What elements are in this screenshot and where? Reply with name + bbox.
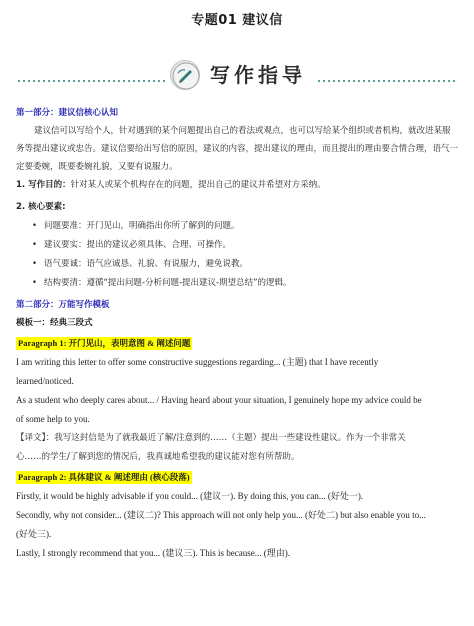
rule-dot — [403, 80, 405, 82]
rule-dot — [58, 80, 60, 82]
rule-dot — [23, 80, 25, 82]
p1-line: of some help to you. — [16, 414, 90, 424]
rule-dot — [88, 80, 90, 82]
rule-dot — [318, 80, 320, 82]
rule-dot — [323, 80, 325, 82]
main-content — [16, 104, 458, 563]
rule-dot — [28, 80, 30, 82]
rule-dot — [148, 80, 150, 82]
paragraph1-tag: Paragraph 1: 开门见山，表明意图 & 阐述问题 — [18, 337, 191, 348]
rule-dot — [388, 80, 390, 82]
rule-dot — [398, 80, 400, 82]
core-label: 2. 核心要素: — [16, 202, 66, 212]
rule-dot — [443, 80, 445, 82]
core-label-line — [16, 198, 458, 217]
rule-dot — [93, 80, 95, 82]
rule-dot — [378, 80, 380, 82]
banner-title: 写作指导 — [210, 63, 306, 87]
rule-dot — [43, 80, 45, 82]
rule-dot — [108, 80, 110, 82]
rule-dot — [428, 80, 430, 82]
rule-dot — [163, 80, 165, 82]
dotted-rule-left — [18, 80, 166, 82]
p1-line: As a student who deeply cares about... / Having heard about your situation, I genuinely hope my advice could be — [16, 395, 422, 405]
rule-dot — [83, 80, 85, 82]
page-title: 专题01 建议信 — [191, 13, 283, 28]
rule-dot — [53, 80, 55, 82]
rule-dot — [333, 80, 335, 82]
section-banner — [18, 52, 456, 98]
rule-dot — [348, 80, 350, 82]
rule-dot — [128, 80, 130, 82]
rule-dot — [363, 80, 365, 82]
rule-dot — [143, 80, 145, 82]
rule-dot — [103, 80, 105, 82]
p2-line: Lastly, I strongly recommend that you... (建议三). This is because... (理由). — [16, 548, 290, 558]
rule-dot — [98, 80, 100, 82]
rule-dot — [408, 80, 410, 82]
translation-line: 心……的学生/了解到您的情况后，我真诚地希望我的建议能对您有所帮助。 — [16, 452, 300, 462]
rule-dot — [133, 80, 135, 82]
p2-line: Firstly, it would be highly advisable if you could... (建议一). By doing this, you can... (好处一). — [16, 491, 364, 501]
rule-dot — [113, 80, 115, 82]
core-elements-list — [16, 217, 458, 293]
rule-dot — [158, 80, 160, 82]
rule-dot — [38, 80, 40, 82]
rule-dot — [418, 80, 420, 82]
rule-dot — [78, 80, 80, 82]
rule-dot — [18, 80, 20, 82]
rule-dot — [138, 80, 140, 82]
rule-dot — [33, 80, 35, 82]
rule-dot — [433, 80, 435, 82]
rule-dot — [123, 80, 125, 82]
purpose-label: 1. 写作目的： — [16, 180, 71, 190]
rule-dot — [393, 80, 395, 82]
rule-dot — [328, 80, 330, 82]
rule-dot — [358, 80, 360, 82]
rule-dot — [448, 80, 450, 82]
list-item: • 建议要实：提出的建议必须具体、合理、可操作。 — [32, 236, 458, 255]
p1-line: learned/noticed. — [16, 376, 74, 386]
rule-dot — [438, 80, 440, 82]
rule-dot — [63, 80, 65, 82]
list-item: • 结构要清：遵循“提出问题-分析问题-提出建议-期望总结”的逻辑。 — [32, 274, 458, 293]
rule-dot — [153, 80, 155, 82]
rule-dot — [118, 80, 120, 82]
part2-heading: 第二部分：万能写作模板 — [16, 300, 110, 310]
list-item: • 问题要准：开门见山，明确指出你所了解到的问题。 — [32, 217, 458, 236]
rule-dot — [383, 80, 385, 82]
rule-dot — [373, 80, 375, 82]
purpose-line — [16, 176, 458, 195]
rule-dot — [68, 80, 70, 82]
pen-emblem-icon — [170, 60, 200, 90]
rule-dot — [368, 80, 370, 82]
translation-line: 【译文】：我写这封信是为了就我最近了解/注意到的……（主题）提出一些建设性建议。作为一个非常关 — [16, 433, 406, 443]
rule-dot — [343, 80, 345, 82]
rule-dot — [338, 80, 340, 82]
rule-dot — [413, 80, 415, 82]
p2-line: Secondly, why not consider... (建议二)? This approach will not only help you... (好处二) but also enable you to... — [16, 510, 426, 520]
list-item: • 语气要诚：语气应诚恳、礼貌、有说服力，避免说教。 — [32, 255, 458, 274]
dotted-rule-right — [318, 80, 456, 82]
rule-dot — [453, 80, 455, 82]
paragraph2-tag: Paragraph 2: 具体建议 & 阐述理由 (核心段落) — [18, 471, 190, 482]
rule-dot — [353, 80, 355, 82]
part1-intro: 建议信可以写给个人，针对遇到的某个问题提出自己的看法或观点，也可以写给某个组织或者机构，就改进某服务等提出建议或忠告。建议信要给出写信的原因，建议的内容，提出建议的理由，而且提出的理由要合情合理，语气一定要委婉，既要委婉礼貌，又要有说服力。 — [16, 126, 459, 172]
p2-line: (好处三). — [16, 529, 52, 539]
template-name: 模板一：经典三段式 — [16, 318, 93, 328]
rule-dot — [423, 80, 425, 82]
purpose-text: 针对某人或某个机构存在的问题，提出自己的建议并希望对方采纳。 — [70, 180, 326, 190]
part1-heading: 第一部分：建议信核心认知 — [16, 108, 119, 118]
p1-line: I am writing this letter to offer some constructive suggestions regarding... (主题) that I have recently — [16, 357, 379, 367]
rule-dot — [73, 80, 75, 82]
rule-dot — [48, 80, 50, 82]
